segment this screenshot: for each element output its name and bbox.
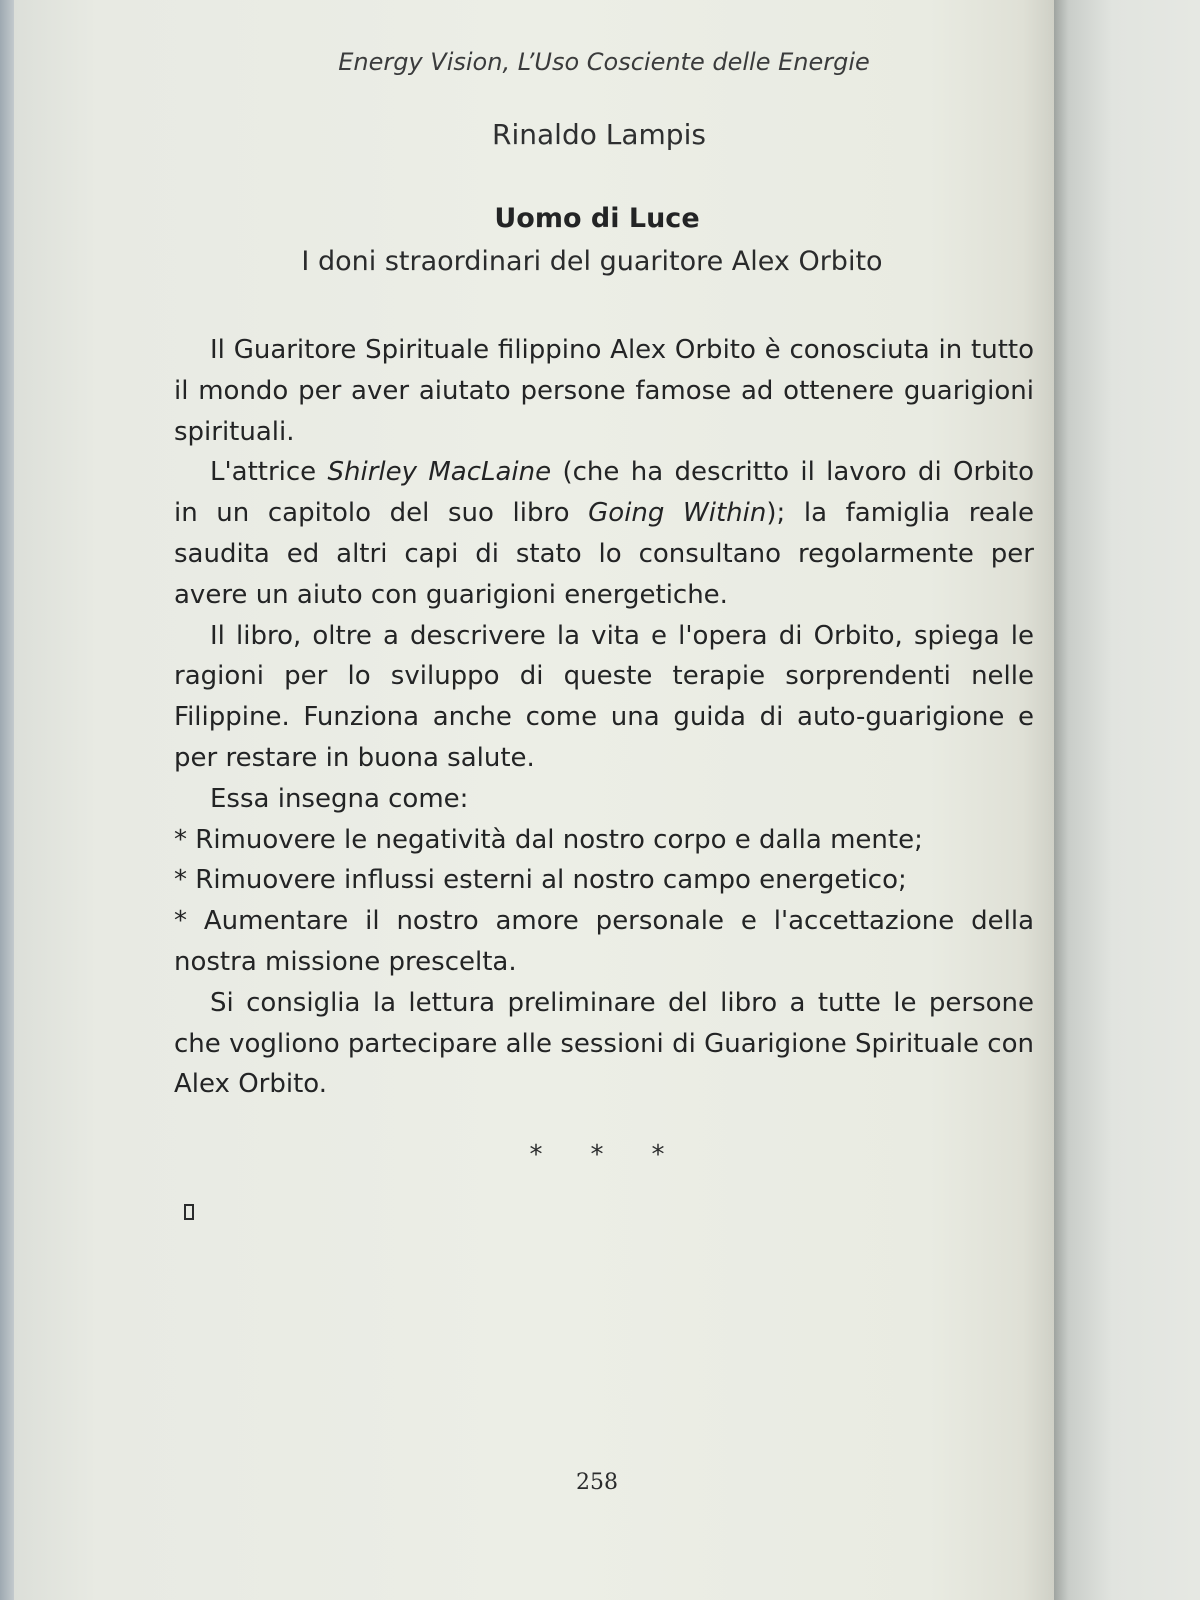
author-name: Rinaldo Lampis [492,118,706,151]
list-item: * Rimuovere le negatività dal nostro corpo e dalla mente; [174,824,923,855]
running-header: Energy Vision, L’Uso Cosciente delle Energie [338,48,870,76]
paragraph-celebrities-part-a: L'attrice [210,457,328,488]
book-reference: Going Within [588,498,767,529]
paragraph-book-description: Il libro, oltre a descrivere la vita e l'opera di Orbito, spiega le ragioni per lo sviluppo di queste terapie sorprendenti nelle Filippine. Funziona anche come una guida di auto-guarigione e per restare in buona salute. [174,620,1034,773]
left-edge-background [0,0,14,1600]
paragraph-intro: Il Guaritore Spirituale filippino Alex Orbito è conosciuta in tutto il mondo per aver aiutato persone famose ad ottenere guarigioni spirituali. [174,335,1034,447]
paragraph-celebrities [174,452,1034,615]
next-page-edge [1054,0,1200,1600]
paragraph-teaches: Essa insegna come: [210,783,469,814]
separator-asterisk: * [590,1140,604,1170]
list-item: * Rimuovere influssi esterni al nostro campo energetico; [174,865,907,896]
separator-asterisk: * [529,1140,543,1170]
book-title: Uomo di Luce [494,203,700,234]
page-number: 258 [576,1470,618,1495]
list-item: * Aumentare il nostro amore personale e l'accettazione della nostra missione prescelta. [174,906,1034,977]
paragraph-celebrities-part-b: (che ha descritto il lavoro di Orbito in un capitolo del suo libro [174,457,1034,529]
book-page [14,0,1054,1600]
paragraph-celebrities-part-c: ); la famiglia reale saudita ed altri capi di stato lo consultano regolarmente per avere un aiuto con guarigioni energetiche. [174,498,1034,610]
book-subtitle: I doni straordinari del guaritore Alex Orbito [301,246,883,277]
section-separator [14,1140,1054,1170]
actress-name: Shirley MacLaine [327,457,552,488]
paragraph-recommendation: Si consiglia la lettura preliminare del libro a tutte le persone che vogliono partecipare alle sessioni di Guarigione Spirituale con Alex Orbito. [174,987,1034,1100]
missing-glyph-box [184,1204,194,1220]
separator-asterisk: * [651,1140,665,1170]
body-text [174,330,1034,1105]
